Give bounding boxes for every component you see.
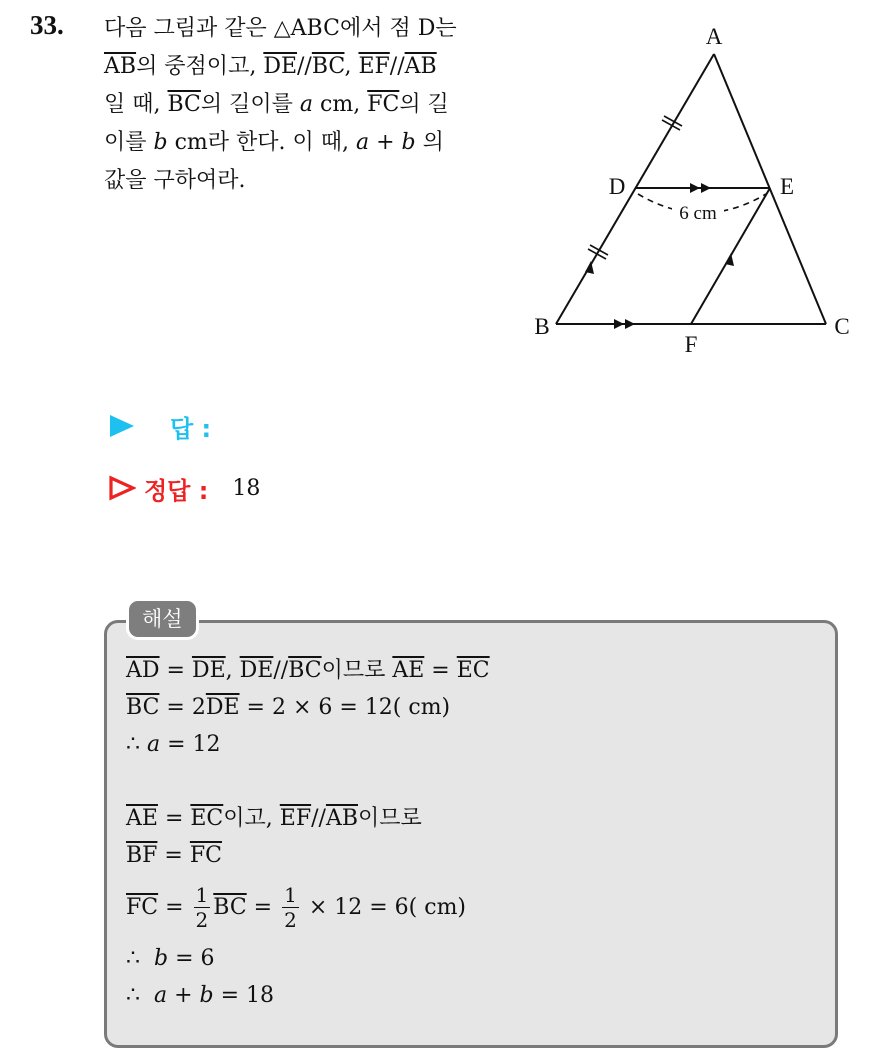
label-f: F [684,332,698,357]
solution-line-6: $\overline{FC}$ = $\frac{1}{2}$ $\overline{BC}$ = $\frac{1}{2}$ × 12 = 6( cm) [126,882,467,932]
question-line-1: 다음 그림과 같은 △ABC에서 점 D는 [104,16,457,41]
answer-row [108,408,211,444]
label-c: C [834,314,850,339]
label-d: D [608,174,626,199]
question-line-5: 값을 구하여라. [104,168,246,193]
correct-answer-row [108,470,260,506]
label-b: B [534,314,550,339]
question-text [104,10,509,200]
solution-line-3: ∴ a = 12 [126,732,221,757]
solution-line-7: ∴ b = 6 [126,946,215,971]
fraction-one-half: $\frac{1}{2}$ [284,882,297,932]
triangle-right-filled-icon [108,413,136,439]
solution-title: 해설 [126,598,199,640]
triangle-right-outline-icon [108,475,136,501]
answer-label: 답 : [170,414,212,443]
question-line-2: $\overline{AB}$의 중점이고, $\overline{DE}//\overline{BC}$, $\overline{EF}//\overline{AB}$ [104,54,437,79]
label-e: E [779,174,795,199]
solution-line-8: ∴ a + b = 18 [126,983,275,1008]
solution-line-1: $\overline{AD} = \overline{DE}$, $\overline{DE}//\overline{BC}$이므로 $\overline{AE} = \overline{EC}$ [126,658,490,683]
correct-answer-value: 18 [232,475,261,501]
label-a: A [705,24,723,49]
fraction-one-half: $\frac{1}{2}$ [195,882,209,932]
solution-body [126,652,490,1014]
question-line-4: 이를 b cm라 한다. 이 때, a + b 의 [104,130,444,155]
triangle-figure [520,10,865,370]
length-label: 6 cm [679,203,717,224]
solution-line-2: $\overline{BC} = 2\overline{DE} = 2 \times 6 = 12$( cm) [126,695,451,720]
correct-answer-label: 정답 : [144,476,209,505]
parallel-arrow-ef [725,253,734,266]
solution-line-4: $\overline{AE} = \overline{EC}$이고, $\overline{EF}//\overline{AB}$이므로 [126,806,422,831]
question-line-3: 일 때, $\overline{BC}$의 길이를 a cm, $\overline{FC}$의 길 [104,92,449,117]
question-number: 33. [30,10,64,40]
solution-line-5: $\overline{BF} = \overline{FC}$ [126,843,222,868]
equal-ticks-ad [662,116,682,130]
